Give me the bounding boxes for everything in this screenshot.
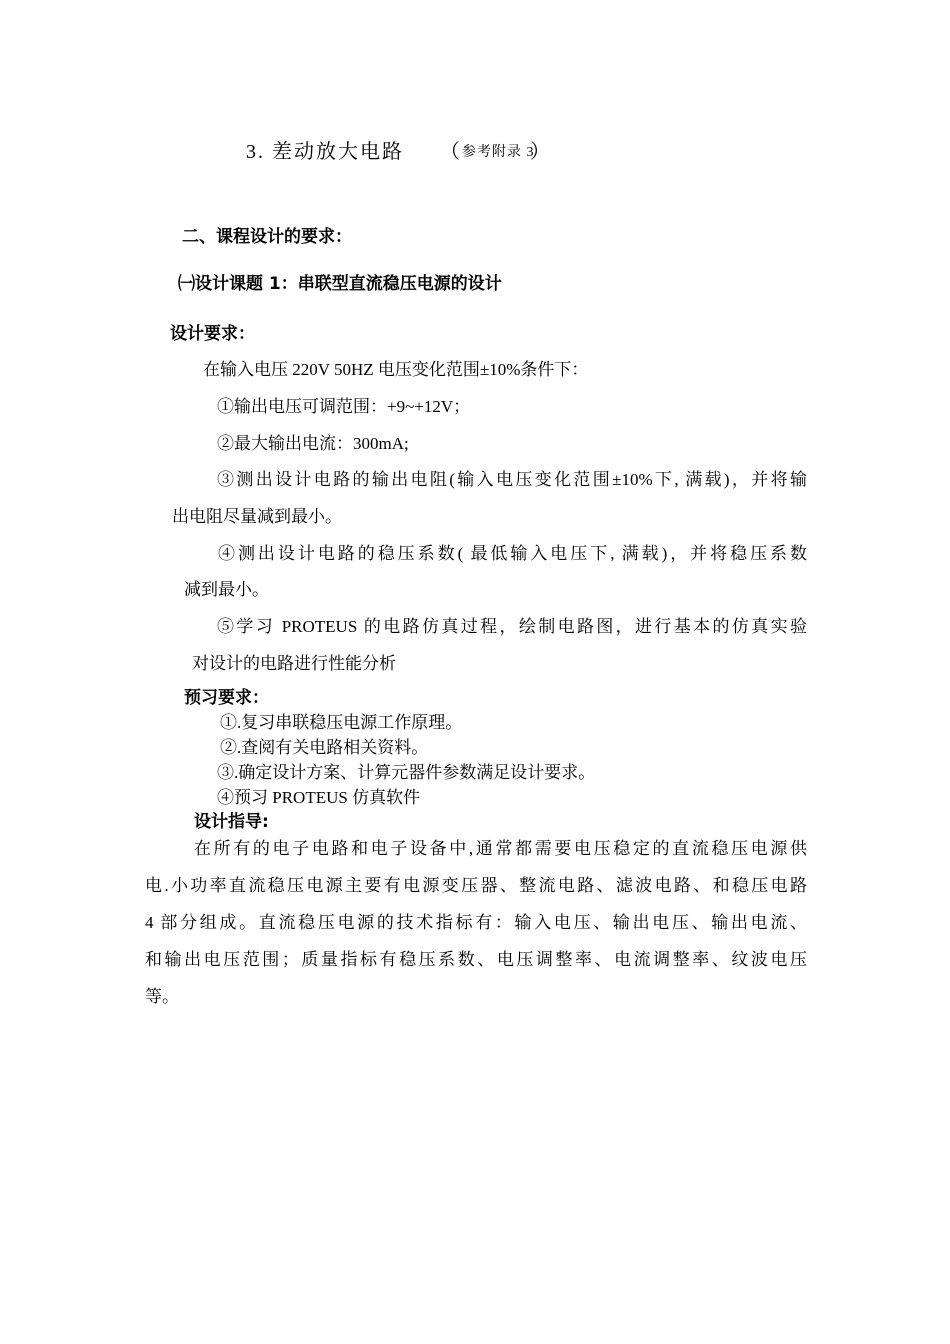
requirement-item: ②最大输出电流：300mA; (217, 434, 409, 453)
ref-close-paren: ） (530, 141, 550, 163)
section-title: 二、课程设计的要求： (182, 227, 352, 247)
preview-item: ③.确定设计方案、计算元器件参数满足设计要求。 (217, 763, 596, 782)
requirement-item: ④测出设计电路的稳压系数( 最低输入电压下, 满载)，并将稳压系数 (218, 544, 807, 563)
requirement-item: ①输出电压可调范围：+9~+12V； (217, 397, 471, 416)
list-item-title: 3. 差动放大电路 (246, 141, 404, 163)
requirement-item-continued: 对设计的电路进行性能分析 (192, 654, 396, 673)
requirement-item-continued: 出电阻尽量减到最小。 (172, 507, 342, 526)
design-guidance-label: 设计指导: (194, 812, 269, 832)
design-requirements-intro: 在输入电压 220V 50HZ 电压变化范围±10%条件下： (203, 360, 589, 379)
guidance-line: 等。 (145, 987, 179, 1006)
requirement-item: ⑤学习 PROTEUS 的电路仿真过程，绘制电路图，进行基本的仿真实验 (217, 617, 807, 636)
design-requirements-label: 设计要求： (170, 324, 255, 344)
ref-open-paren: （ (440, 141, 460, 163)
guidance-line: 和输出电压范围；质量指标有稳压系数、电压调整率、电流调整率、纹波电压 (145, 950, 807, 969)
preview-item: ①.复习串联稳压电源工作原理。 (220, 713, 463, 732)
guidance-line: 4 部分组成。直流稳压电源的技术指标有：输入电压、输出电压、输出电流、 (145, 913, 807, 932)
preview-requirements-label: 预习要求： (184, 688, 269, 708)
preview-item: ②.查阅有关电路相关资料。 (220, 738, 429, 757)
ref-note: 参考附录 3 (462, 145, 535, 160)
preview-item: ④预习 PROTEUS 仿真软件 (217, 788, 421, 807)
guidance-line: 在所有的电子电路和电子设备中,通常都需要电压稳定的直流稳压电源供 (194, 839, 807, 858)
guidance-line: 电.小功率直流稳压电源主要有电源变压器、整流电路、滤波电路、和稳压电路 (145, 876, 807, 895)
requirement-item-continued: 减到最小。 (184, 580, 269, 599)
requirement-item: ③测出设计电路的输出电阻(输入电压变化范围±10%下, 满载)，并将输 (217, 470, 807, 489)
topic-title: ㈠设计课题 1：串联型直流稳压电源的设计 (178, 274, 502, 294)
